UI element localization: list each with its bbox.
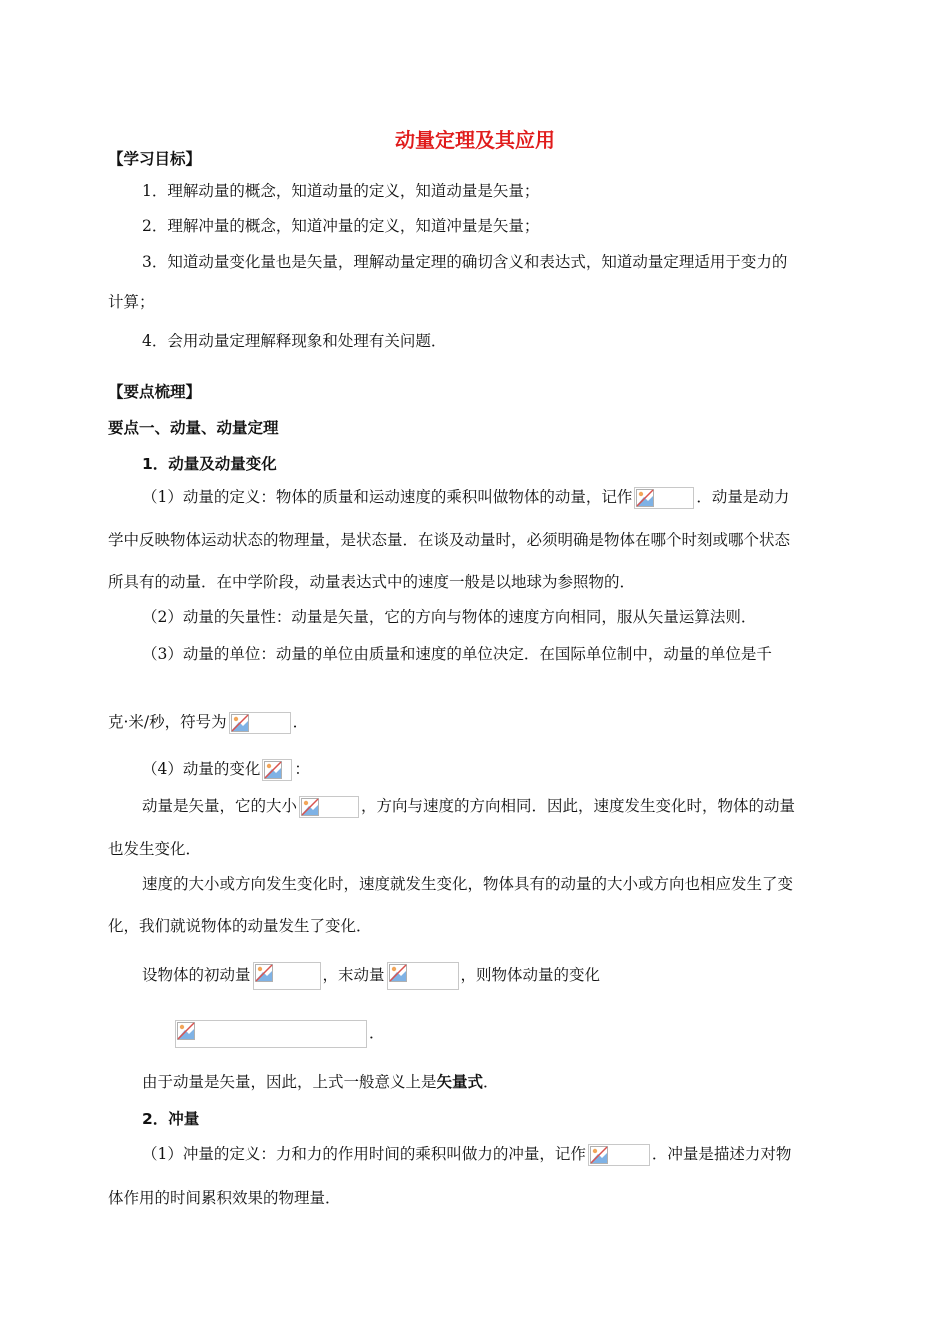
- paragraph: 化，我们就说物体的动量发生了变化．: [108, 917, 372, 935]
- goal-item: 2．理解冲量的概念，知道冲量的定义，知道冲量是矢量；: [142, 217, 540, 235]
- formula-image-icon: [634, 487, 694, 509]
- paragraph: [142, 962, 600, 990]
- paragraph: [142, 758, 310, 781]
- text: ，则物体动量的变化: [460, 966, 601, 984]
- text: ．冲量是描述力对物: [651, 1145, 792, 1163]
- bold-term: 矢量式: [436, 1073, 484, 1091]
- formula-image-icon: [253, 962, 321, 990]
- goal-item: 4．会用动量定理解释现象和处理有关问题．: [142, 332, 447, 350]
- text: ．动量是动力: [696, 488, 790, 506]
- paragraph: [142, 795, 795, 818]
- subheading-momentum: 1．动量及动量变化: [142, 455, 277, 473]
- text: （1）冲量的定义：力和力的作用时间的乘积叫做力的冲量，记作: [142, 1145, 586, 1163]
- paragraph: 也发生变化．: [108, 840, 202, 858]
- text: ．: [369, 1024, 385, 1042]
- paragraph: （2）动量的矢量性：动量是矢量，它的方向与物体的速度方向相同，服从矢量运算法则．: [142, 608, 757, 626]
- text: （1）动量的定义：物体的质量和运动速度的乘积叫做物体的动量，记作: [142, 488, 633, 506]
- text: ：: [294, 760, 310, 778]
- points-heading: 【要点梳理】: [108, 383, 202, 401]
- formula-image-icon: [588, 1144, 650, 1166]
- paragraph: [142, 486, 789, 509]
- formula-image-icon: [299, 796, 359, 818]
- goal-item: 3．知道动量变化量也是矢量，理解动量定理的确切含义和表达式，知道动量定理适用于变力的: [142, 253, 788, 271]
- text: ．: [292, 713, 309, 731]
- text: （4）动量的变化: [142, 760, 261, 778]
- formula-image-icon: [262, 759, 292, 781]
- text: ．: [483, 1073, 499, 1091]
- paragraph: 速度的大小或方向发生变化时，速度就发生变化，物体具有的动量的大小或方向也相应发生了变: [142, 875, 794, 893]
- page-title: 动量定理及其应用: [395, 128, 555, 152]
- subheading-impulse: 2．冲量: [142, 1110, 200, 1128]
- paragraph: [142, 1143, 791, 1166]
- text: 设物体的初动量: [142, 966, 251, 984]
- formula-image-icon: [229, 712, 291, 734]
- goal-item: 1．理解动量的概念，知道动量的定义，知道动量是矢量；: [142, 182, 540, 200]
- paragraph: 学中反映物体运动状态的物理量，是状态量．在谈及动量时，必须明确是物体在哪个时刻或哪个状态: [108, 531, 791, 549]
- text: 动量是矢量，它的大小: [142, 797, 298, 815]
- paragraph: （3）动量的单位：动量的单位由质量和速度的单位决定．在国际单位制中，动量的单位是千: [142, 645, 772, 663]
- text: 由于动量是矢量，因此，上式一般意义上是: [142, 1073, 437, 1091]
- paragraph: [108, 711, 308, 734]
- text: ，方向与速度的方向相同．因此，速度发生变化时，物体的动量: [361, 797, 796, 815]
- goals-heading: 【学习目标】: [108, 150, 202, 168]
- formula-image-icon: [387, 962, 459, 990]
- formula-image-icon: [175, 1020, 367, 1048]
- goal-item: 计算；: [108, 293, 155, 311]
- point1-heading: 要点一、动量、动量定理: [108, 419, 279, 437]
- text: ，末动量: [322, 966, 385, 984]
- paragraph: [142, 1071, 499, 1093]
- paragraph: 体作用的时间累积效果的物理量．: [108, 1189, 341, 1207]
- text: 克·米/秒，符号为: [108, 713, 227, 731]
- paragraph: 所具有的动量．在中学阶段，动量表达式中的速度一般是以地球为参照物的．: [108, 573, 636, 591]
- paragraph: [173, 1020, 385, 1048]
